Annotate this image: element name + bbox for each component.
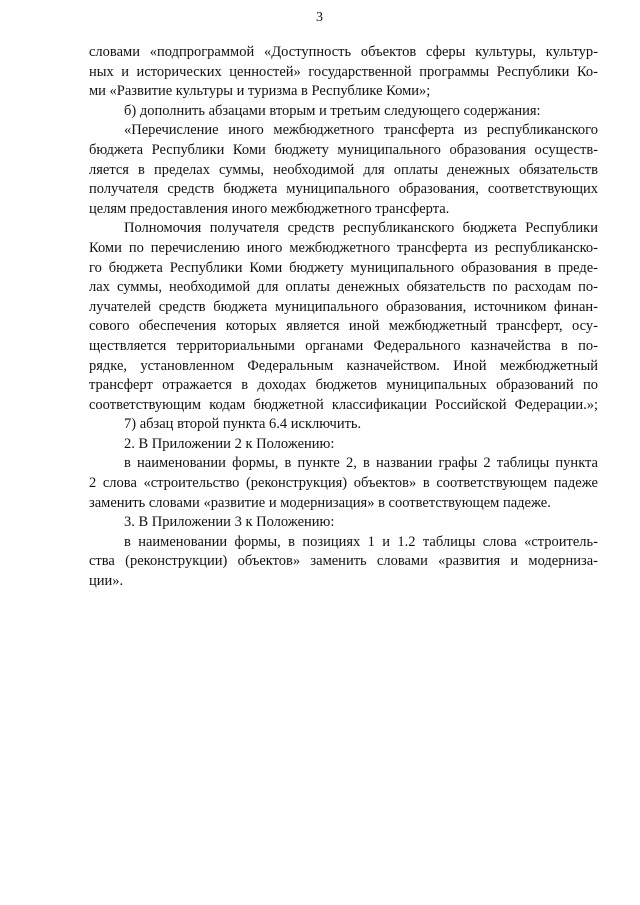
- text-line: ства (реконструкции) объектов» заменить словами «развития и модерниза-: [89, 553, 598, 570]
- document-body: [89, 43, 598, 592]
- text-line: 2. В Приложении 2 к Положению:: [124, 435, 335, 452]
- text-line: 3. В Приложении 3 к Положению:: [124, 514, 335, 531]
- text-line: «Перечисление иного межбюджетного трансферта из республиканского: [124, 122, 598, 139]
- text-line: бюджета Республики Коми бюджету муниципального образования осуществ-: [89, 141, 598, 158]
- text-line: Коми по перечислению иного межбюджетного трансферта из республиканско-: [89, 239, 598, 256]
- text-line: ции».: [89, 573, 124, 590]
- text-line: получателя средств бюджета муниципального образования, соответствующих: [89, 181, 598, 198]
- text-line: трансферт отражается в доходах бюджетов муниципальных образований по: [89, 377, 598, 394]
- text-line: заменить словами «развитие и модернизация» в соответствующем падеже.: [89, 494, 551, 511]
- text-line: соответствующим кодам бюджетной классификации Российской Федерации.»;: [89, 396, 598, 413]
- text-line: в наименовании формы, в пункте 2, в названии графы 2 таблицы пункта: [124, 455, 598, 472]
- text-line: го бюджета Республики Коми бюджету муниципального образования в преде-: [89, 259, 598, 276]
- text-line: лучателей средств бюджета муниципального образования, источником финан-: [89, 298, 598, 315]
- text-line: ществляется территориальными органами Федерального казначейства в по-: [89, 337, 598, 354]
- text-line: лах суммы, необходимой для оплаты денежных обязательств по расходам по-: [89, 279, 598, 296]
- text-line: в наименовании формы, в позициях 1 и 1.2 таблицы слова «строитель-: [124, 533, 598, 550]
- text-line: 2 слова «строительство (реконструкция) объектов» в соответствующем падеже: [89, 475, 598, 492]
- text-line: рядке, установленном Федеральным казначейством. Иной межбюджетный: [89, 357, 598, 374]
- page-number: 3: [316, 10, 323, 25]
- text-line: словами «подпрограммой «Доступность объектов сферы культуры, культур-: [89, 44, 598, 60]
- text-line: сового обеспечения которых является иной межбюджетный трансферт, осу-: [89, 318, 598, 335]
- text-line: целям предоставления иного межбюджетного трансферта.: [89, 200, 450, 217]
- text-line: ляется в пределах суммы, необходимой для оплаты денежных обязательств: [89, 161, 598, 178]
- text-line: ных и исторических ценностей» государственной программы Республики Ко-: [89, 63, 598, 80]
- text-line: б) дополнить абзацами вторым и третьим следующего содержания:: [124, 102, 541, 119]
- text-line: Полномочия получателя средств республиканского бюджета Республики: [124, 220, 598, 237]
- text-line: ми «Развитие культуры и туризма в Республике Коми»;: [89, 83, 431, 100]
- text-line: 7) абзац второй пункта 6.4 исключить.: [124, 416, 362, 433]
